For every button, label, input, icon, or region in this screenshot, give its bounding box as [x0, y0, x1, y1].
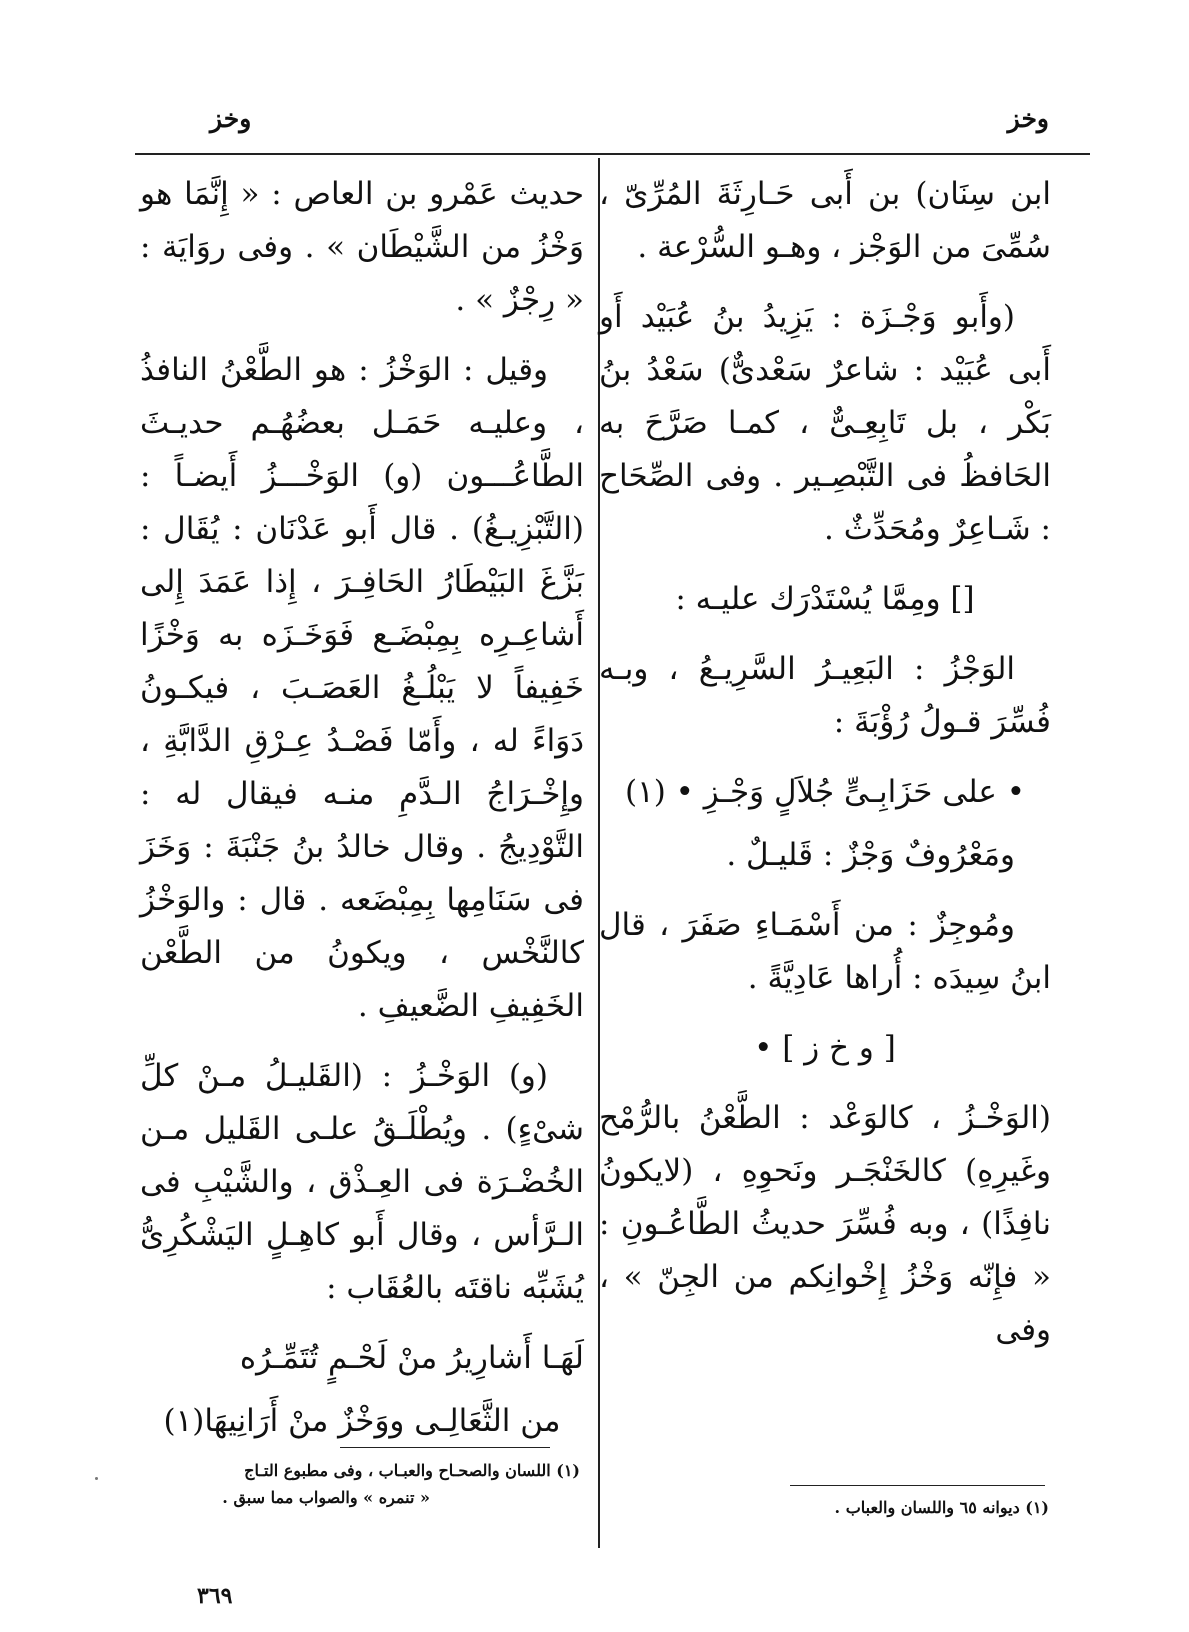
scan-speck — [95, 1477, 98, 1480]
entry-heading: [ و خ ز ] • — [754, 1030, 896, 1066]
paragraph: (و) الوَخْـزُ : (القَليـلُ مـنْ كلِّ شىْءٍ) . ويُطْلَـقُ علـى القَليل مـن الخُضْـرَة فى العِـذْق ، والشَّيْبِ فى الـرَّأس ، وقال أَبو كاهِـلٍ اليَشْكُرِىُّ يُشَبِّه ناقتَه بالعُقَاب : — [140, 1058, 584, 1306]
verse-line: • على حَزَابِـىٍّ جُلاَلٍ وَجْـزِ • (١) — [624, 774, 1026, 810]
footnote-rule — [340, 1447, 550, 1448]
paragraph: حديث عَمْرو بن العاص : « إِنَّمَا هو وَخْزُ من الشَّيْطَان » . وفى روَايَة : « رِجْزٌ » . — [140, 176, 584, 318]
paragraph: ابن سِنَان) بن أَبى حَـارِثَةَ المُرِّىّ ، سُمِّىَ من الوَجْز ، وهـو السُّرْعة . — [599, 176, 1051, 265]
paragraph: ومُوجِزٌ : من أَسْمَـاءِ صَفَرَ ، قال ابنُ سِيدَه : أُراها عَادِيَّةً . — [599, 907, 1051, 996]
paragraph: ومَعْرُوفٌ وَجْزٌ : قَليـلٌ . — [726, 837, 1015, 873]
running-header-left: وخز — [210, 104, 252, 133]
footnote-rule — [790, 1485, 1045, 1486]
paragraph: (الوَخْـزُ ، كالوَعْد : الطَّعْنُ بالرُّمْح وغَيرِهِ) كالخَنْجَـر ونَحوِهِ ، (لايكونُ نافِذًا) ، وبه فُسِّرَ حديثُ الطَّاعُـونِ : « فإِنّه وَخْزُ إِخْوانِكم من الجِنّ » ، وفى — [599, 1100, 1051, 1348]
left-column — [140, 168, 584, 1458]
paragraph: الوَجْزُ : البَعِيـرُ السَّرِيـعُ ، وبـه فُسِّرَ قـولُ رُؤْبَةَ : — [599, 651, 1051, 740]
running-header-right: وخز — [1007, 104, 1049, 133]
footnote: (١) ديوانه ٦٥ واللسان والعباب . — [834, 1498, 1049, 1517]
right-column — [599, 168, 1051, 1374]
verse-line: لَهَـا أَشارِيرُ منْ لَحْـمٍ تُتَمِّـرُه — [239, 1340, 584, 1376]
footnote-line: (١) اللسان والصحـاح والعبـاب ، وفى مطبوع التـاج — [244, 1461, 580, 1480]
verse-line: من الثَّعَالِـى ووَخْزٌ منْ أَرَانِيهَا(١) — [163, 1403, 561, 1439]
footnote-line: « تنمره » والصواب مما سبق . — [222, 1488, 430, 1507]
page-number: ٣٦٩ — [197, 1583, 233, 1609]
footnote — [140, 1457, 580, 1511]
paragraph: وقيل : الوَخْزُ : هو الطَّعْنُ النافذُ ، وعليـه حَمَـل بعضُهُـم حديـثَ الطَّاعُـــون (و) الوَخْـــزُ أَيضـاً : (التَّبْزِيـغُ) . قال أَبو عَدْنَان : يُقَال : بَزَّغَ البَيْطَارُ الحَافِـرَ ، إِذا عَمَدَ إِلى أَشاعِـرِه بِمِبْضَـع فَوَخَـزَه به وَخْزًا خَفِيفاً لا يَبْلُـغُ العَصَـبَ ، فيكـونُ دَوَاءً له ، وأَمّا فَصْـدُ عِـرْقِ الدَّابَّةِ ، وإِخْـرَاجُ الـدَّمِ منـه فيقال له : التَّوْدِيجُ . وقال خالدُ بنُ جَنْبَةَ : وَخَزَ فى سَنَامِها بِمِبْضَعه . قال : والوَخْزُ كالنَّخْس ، ويكونُ من الطَّعْن الخَفِيفِ الضَّعيفِ . — [140, 352, 584, 1024]
section-heading: [] ومِمَّا يُسْتَدْرَك عليـه : — [675, 581, 975, 617]
header-rule — [135, 153, 1090, 155]
paragraph: (وأَبو وَجْـزَة : يَزِيدُ بنُ عُبَيْد أَو أَبى عُبَيْد : شاعرٌ سَعْدىٌّ) سَعْدُ بنُ بَكْر ، بل تَابِعِـىٌّ ، كمـا صَرَّحَ به الحَافظُ فى التَّبْصِـير . وفى الصِّحَاح : شَـاعِرٌ ومُحَدِّثٌ . — [599, 299, 1051, 547]
